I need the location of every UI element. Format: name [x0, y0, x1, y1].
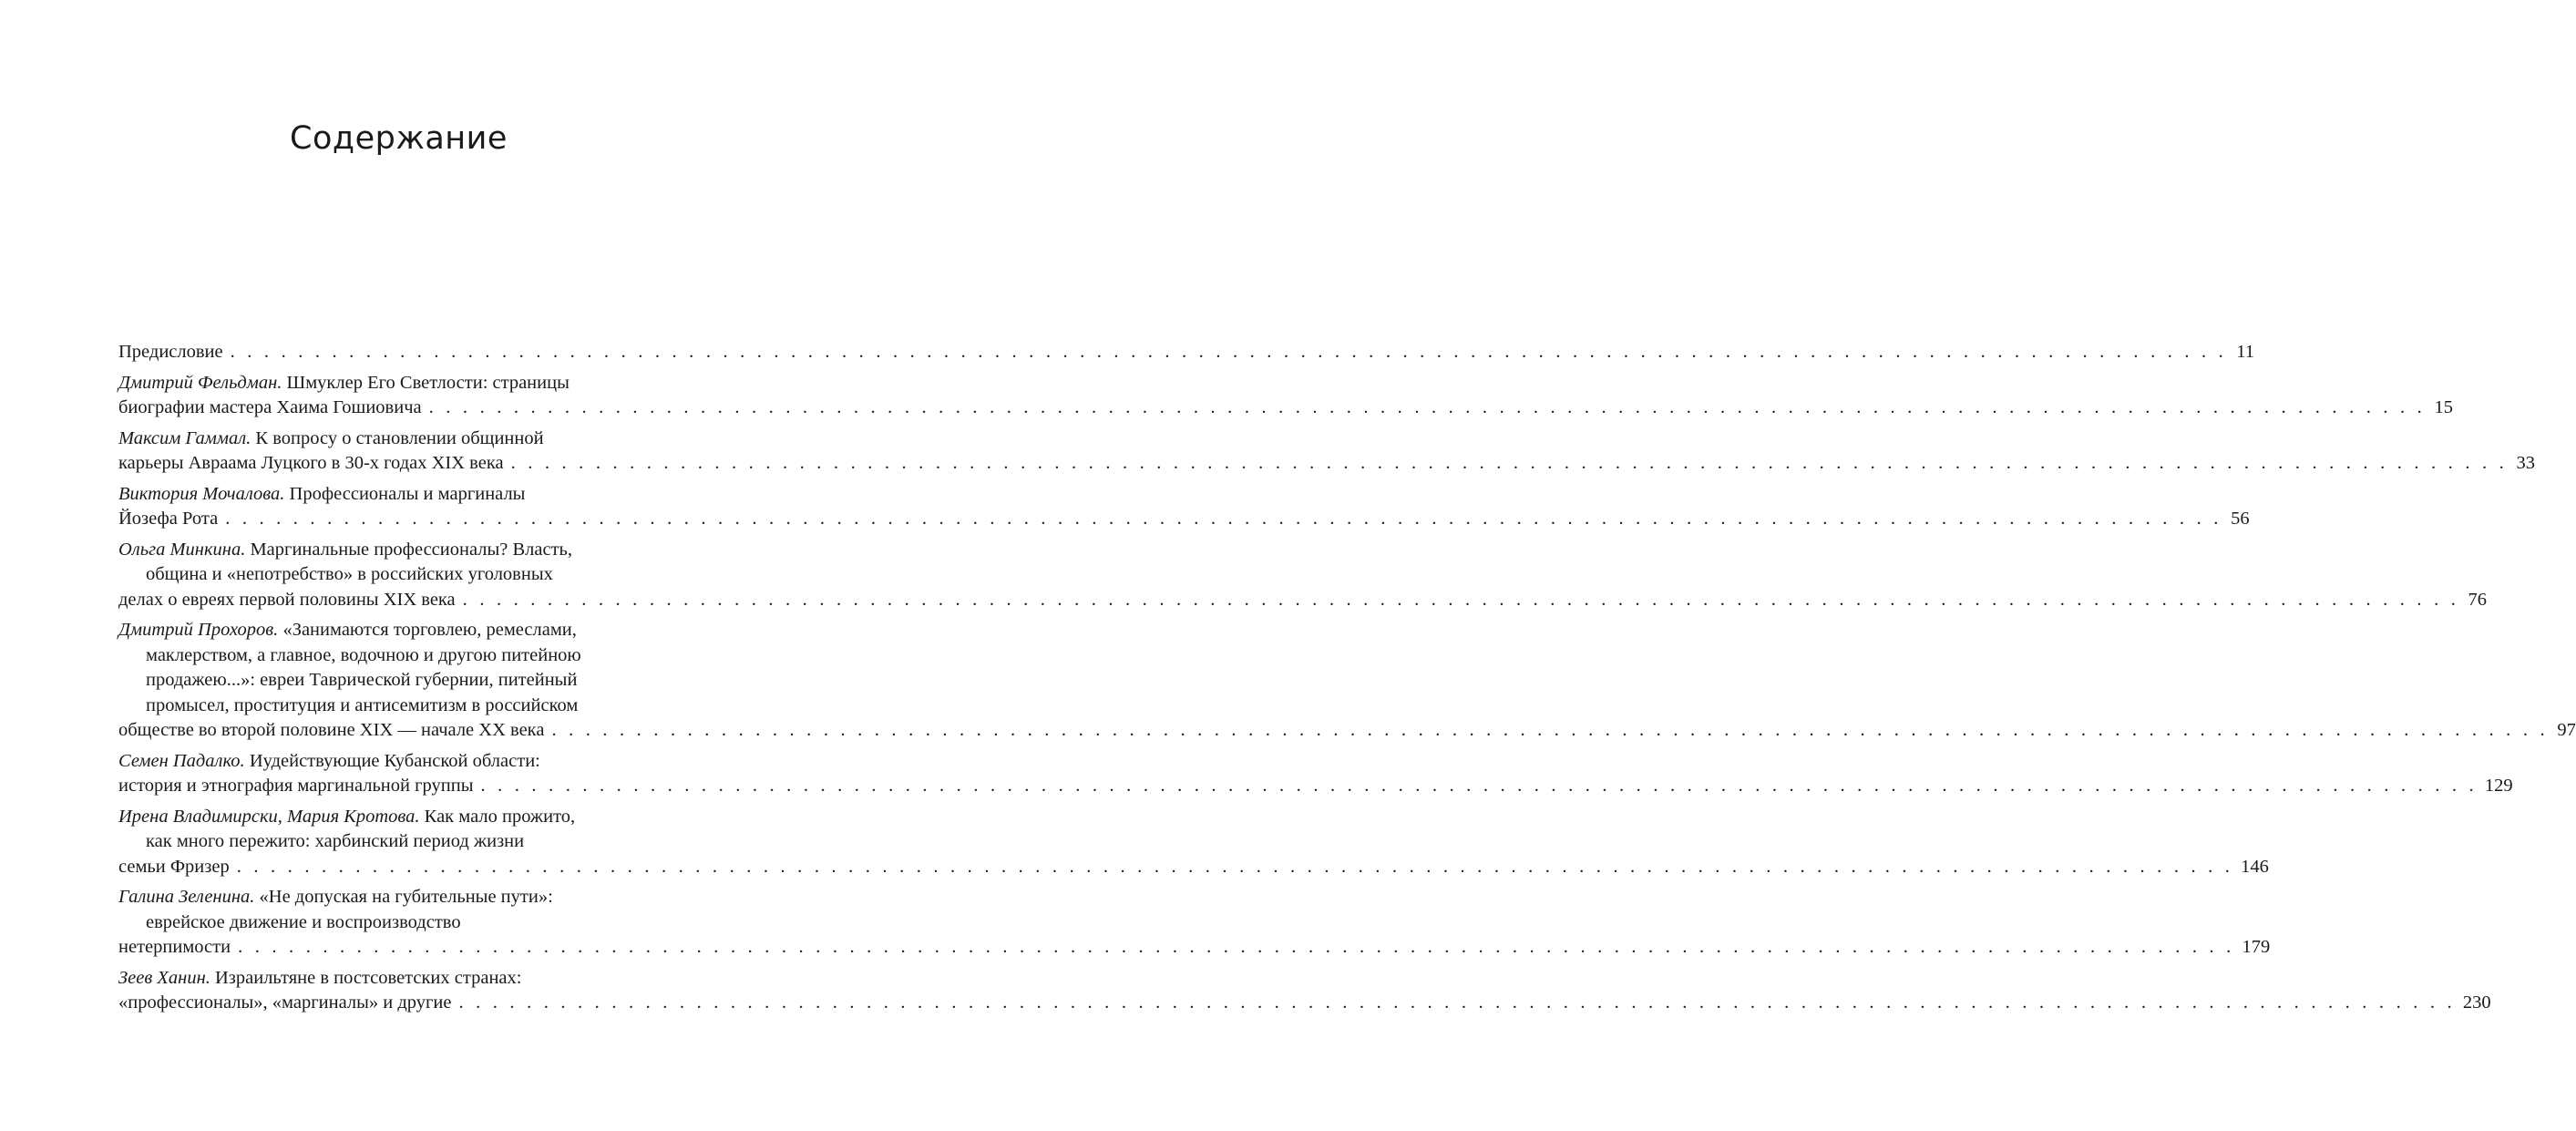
toc-entry-last-line	[118, 588, 2488, 613]
toc-title-text: продажею...»: евреи Таврической губернии, питейный	[146, 670, 578, 690]
toc-title-text: К вопросу о становлении общинной	[255, 427, 544, 448]
page-number: 230	[2462, 992, 2491, 1013]
toc-title-text: Как мало прожито,	[424, 806, 576, 827]
toc-entry-line	[118, 805, 682, 830]
toc-entry-line	[118, 829, 682, 855]
toc-entry	[118, 371, 2453, 421]
toc-author: Зеев Ханин.	[118, 967, 210, 988]
toc-entry-line	[118, 966, 682, 992]
toc-title-text: карьеры Авраама Луцкого в 30-х годах XIX века	[118, 453, 504, 473]
dot-leader: . . . . . . . . . . . . . . . . . . . . . . . . . . . . . . . . . . . . . . . . . . . . . . . . . . . . . . . . . . . . . . . . . . . . . . . . . . . . . . . . . . . . . . . . . . . . . . . . . . . . . . . . . . . . . . . . . . . . . .	[428, 397, 2426, 417]
toc-entry-line	[118, 482, 682, 508]
page-number: 129	[2484, 776, 2513, 796]
toc-entry-last-line	[118, 991, 2491, 1016]
toc-entry-line	[118, 885, 682, 910]
toc-title-text: Израильтяне в постсоветских странах:	[214, 967, 522, 988]
toc-title-text: как много пережито: харбинский период жизни	[146, 831, 525, 851]
toc-entry	[118, 805, 2269, 880]
page-number: 76	[2468, 589, 2488, 610]
toc-entry	[118, 885, 2271, 961]
toc-entry	[118, 966, 2491, 1016]
page-number: 179	[2242, 937, 2271, 957]
toc-entry	[118, 482, 2250, 532]
toc-entry-line	[118, 427, 682, 452]
toc-entry	[118, 340, 2254, 365]
toc-entry	[118, 749, 2513, 799]
dot-leader: . . . . . . . . . . . . . . . . . . . . . . . . . . . . . . . . . . . . . . . . . . . . . . . . . . . . . . . . . . . . . . . . . . . . . . . . . . . . . . . . . . . . . . . . . . . . . . . . . . . . . . . . . . . . . . . . . . . . . .	[230, 342, 2227, 362]
toc-entry-last-line	[118, 451, 2535, 477]
toc-entry-line	[118, 562, 682, 588]
toc-entry-line	[118, 538, 682, 563]
dot-leader: . . . . . . . . . . . . . . . . . . . . . . . . . . . . . . . . . . . . . . . . . . . . . . . . . . . . . . . . . . . . . . . . . . . . . . . . . . . . . . . . . . . . . . . . . . . . . . . . . . . . . . . . . . . . . . . . . . . . . .	[480, 776, 2478, 796]
toc-author: Семен Падалко.	[118, 750, 245, 771]
toc-author: Дмитрий Прохоров.	[118, 620, 279, 640]
toc-title-text: Маргинальные профессионалы? Власть,	[250, 539, 572, 560]
toc-title-text: история и этнография маргинальной группы	[118, 776, 474, 796]
toc-entry-last-line	[118, 396, 2453, 421]
page-number: 33	[2516, 453, 2535, 473]
toc-entry-last-line	[118, 718, 2576, 744]
toc-entry-last-line	[118, 774, 2513, 799]
toc-title-text: «профессионалы», «маргиналы» и другие	[118, 992, 452, 1013]
toc-entry-line	[118, 694, 682, 719]
toc-entry-line	[118, 749, 682, 775]
toc-entry	[118, 427, 2535, 477]
dot-leader: . . . . . . . . . . . . . . . . . . . . . . . . . . . . . . . . . . . . . . . . . . . . . . . . . . . . . . . . . . . . . . . . . . . . . . . . . . . . . . . . . . . . . . . . . . . . . . . . . . . . . . . . . . . . . . . . . . . . . .	[458, 992, 2456, 1013]
toc-entry-line	[118, 618, 682, 643]
table-of-contents	[118, 340, 2576, 1022]
page-title: Содержание	[290, 120, 508, 157]
toc-entry	[118, 538, 2488, 613]
page-number: 15	[2434, 397, 2453, 417]
toc-author: Максим Гаммал.	[118, 427, 251, 448]
toc-title-text: Предисловие	[118, 342, 223, 362]
toc-title-text: делах о евреях первой половины XIX века	[118, 589, 456, 610]
toc-title-text: еврейское движение и воспроизводство	[146, 911, 461, 932]
toc-title-text: Профессионалы и маргиналы	[289, 483, 526, 504]
toc-author: Галина Зеленина.	[118, 887, 255, 907]
toc-entry-line	[118, 371, 682, 396]
page-number: 146	[2241, 856, 2269, 877]
toc-title-text: биографии мастера Хаима Гошиовича	[118, 397, 422, 417]
toc-title-text: семьи Фризер	[118, 856, 230, 877]
page-number: 56	[2231, 509, 2250, 529]
toc-entry-line	[118, 643, 682, 669]
toc-entry-last-line	[118, 855, 2269, 880]
toc-title-text: Йозефа Рота	[118, 509, 219, 529]
toc-title-text: промысел, проституция и антисемитизм в российском	[146, 694, 579, 715]
toc-title-text: «Занимаются торговлею, ремеслами,	[282, 620, 577, 640]
page-number: 97	[2557, 720, 2576, 740]
dot-leader: . . . . . . . . . . . . . . . . . . . . . . . . . . . . . . . . . . . . . . . . . . . . . . . . . . . . . . . . . . . . . . . . . . . . . . . . . . . . . . . . . . . . . . . . . . . . . . . . . . . . . . . . . . . . . . . . . . . . . .	[236, 856, 2234, 877]
dot-leader: . . . . . . . . . . . . . . . . . . . . . . . . . . . . . . . . . . . . . . . . . . . . . . . . . . . . . . . . . . . . . . . . . . . . . . . . . . . . . . . . . . . . . . . . . . . . . . . . . . . . . . . . . . . . . . . . . . . . . .	[462, 589, 2460, 610]
dot-leader: . . . . . . . . . . . . . . . . . . . . . . . . . . . . . . . . . . . . . . . . . . . . . . . . . . . . . . . . . . . . . . . . . . . . . . . . . . . . . . . . . . . . . . . . . . . . . . . . . . . . . . . . . . . . . . . . . . . . . .	[238, 937, 2235, 957]
toc-title-text: нетерпимости	[118, 937, 231, 957]
toc-entry-last-line	[118, 935, 2271, 961]
dot-leader: . . . . . . . . . . . . . . . . . . . . . . . . . . . . . . . . . . . . . . . . . . . . . . . . . . . . . . . . . . . . . . . . . . . . . . . . . . . . . . . . . . . . . . . . . . . . . . . . . . . . . . . . . . . . . . . . . . . . . .	[551, 720, 2549, 740]
toc-title-text: маклерством, а главное, водочною и другою питейною	[146, 644, 581, 665]
dot-leader: . . . . . . . . . . . . . . . . . . . . . . . . . . . . . . . . . . . . . . . . . . . . . . . . . . . . . . . . . . . . . . . . . . . . . . . . . . . . . . . . . . . . . . . . . . . . . . . . . . . . . . . . . . . . . . . . . . . . . .	[510, 453, 2508, 473]
toc-title-text: Шмуклер Его Светлости: страницы	[286, 372, 570, 393]
toc-entry-line	[118, 668, 682, 694]
toc-entry-line	[118, 910, 682, 936]
toc-title-text: обществе во второй половине XIX — начале XX века	[118, 720, 545, 740]
toc-title-text: «Не допуская на губительные пути»:	[259, 887, 553, 907]
toc-entry-last-line	[118, 507, 2250, 532]
toc-author: Дмитрий Фельдман.	[118, 372, 282, 393]
toc-author: Ирена Владимирски, Мария Кротова.	[118, 806, 420, 827]
toc-title-text: Иудействующие Кубанской области:	[249, 750, 540, 771]
toc-entry	[118, 618, 2576, 744]
toc-author: Ольга Минкина.	[118, 539, 246, 560]
toc-title-text: община и «непотребство» в российских уголовных	[146, 564, 553, 584]
page-number: 11	[2236, 342, 2254, 362]
toc-entry-last-line	[118, 340, 2254, 365]
toc-author: Виктория Мочалова.	[118, 483, 285, 504]
dot-leader: . . . . . . . . . . . . . . . . . . . . . . . . . . . . . . . . . . . . . . . . . . . . . . . . . . . . . . . . . . . . . . . . . . . . . . . . . . . . . . . . . . . . . . . . . . . . . . . . . . . . . . . . . . . . . . . . . . . . . .	[225, 509, 2222, 529]
